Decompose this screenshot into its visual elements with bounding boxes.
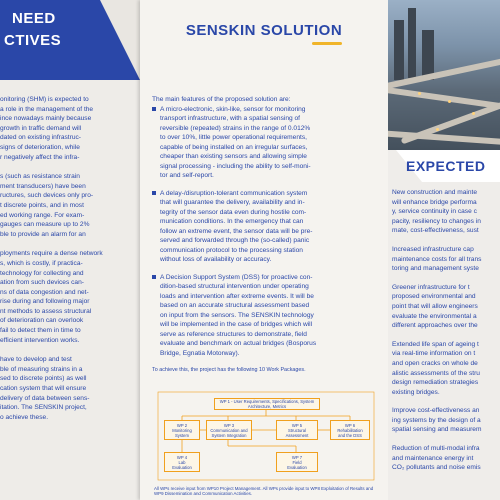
text-line: fail to detect them in time to xyxy=(0,327,81,335)
text-line: t discrete points, and in most xyxy=(0,201,84,209)
left-text-blocks xyxy=(0,95,138,432)
text-line: and maintenance energy int xyxy=(392,454,474,462)
text-line: different approaches over the xyxy=(392,322,478,330)
wp6-box: WP 6 Rehabilitation and the DSS xyxy=(330,420,370,440)
text-line: point that will allow engineers xyxy=(392,302,478,310)
text-line: tor and self-report. xyxy=(160,172,214,179)
text-line: ployments require a dense network xyxy=(0,250,103,258)
left-paragraph xyxy=(0,249,138,345)
left-title-line2: CTIVES xyxy=(4,32,62,49)
left-paragraph xyxy=(0,355,138,422)
feature-bullet xyxy=(152,273,378,359)
text-line: maintenance costs for all trans xyxy=(392,255,482,263)
text-line: r negatively affect the infra- xyxy=(0,153,80,161)
text-line: will be implemented in the case of bridges which will xyxy=(160,321,313,328)
text-line: and open cracks on whole de xyxy=(392,359,478,367)
text-line: Reduction of multi-modal infra xyxy=(392,445,480,453)
expected-text-blocks xyxy=(392,188,500,482)
work-package-footnote: All WPs receive input from WP10 Project Management. All WPs provide input to WP8 Exploitation of Results and WP9 Dissemination and Communication Activities. xyxy=(154,486,374,497)
text-line: Increased infrastructure cap xyxy=(392,245,474,253)
text-line: cation system that will ensure xyxy=(0,385,87,393)
text-line: Greener infrastructure for t xyxy=(392,283,470,291)
text-line: on input from the sensors. The SENSKIN technology xyxy=(160,311,314,319)
text-line: evaluate the environmental a xyxy=(392,312,477,320)
text-line: of deterioration can overlook xyxy=(0,317,84,325)
text-line: follow an extreme event, the sensor data will be pre- xyxy=(160,227,313,235)
text-line: toring and management syste xyxy=(392,265,479,273)
text-line: efficient intervention works. xyxy=(0,336,80,344)
text-line: signal processing - including the ability to self-moni- xyxy=(160,162,311,170)
text-line: loads and intervention after extreme events. It will be xyxy=(160,292,314,300)
text-line: dated on existing infrastruc- xyxy=(0,134,81,142)
text-line: A delay-/disruption-tolerant communication system xyxy=(160,189,308,197)
text-line: delivery of data between sens- xyxy=(0,394,90,402)
text-line: ed working range. For exam- xyxy=(0,211,85,219)
left-paragraph xyxy=(0,95,138,162)
text-line: will enhance bridge performa xyxy=(392,198,477,206)
text-line: tegrity of the sensor data even during hostile com- xyxy=(160,208,307,216)
solution-body xyxy=(152,95,378,380)
work-packages-intro: To achieve this, the project has the following 10 Work Packages. xyxy=(152,367,306,373)
text-line: pacity, resiliency to changes in xyxy=(392,217,481,225)
text-line: mate, cost-effectiveness, sust xyxy=(392,227,479,235)
text-line: alistic assessments of the stru xyxy=(392,369,480,377)
wp2-box: WP 2 Monitoring System xyxy=(164,420,200,440)
solution-intro: The main features of the proposed solution are: xyxy=(152,96,291,103)
wp3-box: WP 3 Communication and System Integration xyxy=(206,420,252,440)
feature-bullet xyxy=(152,189,378,265)
text-line: to over 10%, little power operational requirements, xyxy=(160,134,307,141)
text-line: reversible (repeated) strains in the range of 0.012% xyxy=(160,124,311,132)
text-line: rise during and following major xyxy=(0,298,90,306)
wp7-box: WP 7 Field Evaluation xyxy=(276,452,318,472)
text-line: evaluate and benchmark on actual bridges (Bosporus xyxy=(160,340,317,347)
text-line: technology for collecting and xyxy=(0,269,84,277)
wp1-box: WP 1 - User Requirements, Specifications, System Architecture, Metrics xyxy=(214,398,320,410)
feature-bullet-list xyxy=(152,105,378,359)
text-line: A Decision Support System (DSS) for proactive con- xyxy=(160,273,313,281)
text-line: munication conditions. In the emergency that can xyxy=(160,218,304,225)
bullet-square-icon xyxy=(152,107,156,111)
text-line: cheaper than existing sensors and allowing simple xyxy=(160,153,307,160)
text-line: via real-time information on t xyxy=(392,350,476,358)
text-line: ructures, such devices only pro- xyxy=(0,192,94,200)
senskin-solution-title: SENSKIN SOLUTION xyxy=(185,22,343,39)
text-line: ing systems by the design of a xyxy=(392,416,481,424)
expected-paragraph xyxy=(392,444,500,473)
text-line: Extended life span of ageing t xyxy=(392,340,479,348)
expected-paragraph xyxy=(392,340,500,398)
text-line: capable of being installed on an irregular surfaces, xyxy=(160,143,308,151)
text-line: onitoring (SHM) is expected to xyxy=(0,96,89,103)
text-line: served and forwarded through the (so-called) panic xyxy=(160,237,310,244)
expected-paragraph xyxy=(392,245,500,274)
text-line: without loss of availability or accuracy. xyxy=(160,256,272,263)
left-paragraph xyxy=(0,172,138,239)
expected-paragraph xyxy=(392,283,500,331)
text-line: communication protocol to the processing station xyxy=(160,246,303,254)
wp5-box: WP 5 Structural Assessment xyxy=(276,420,318,440)
text-line: signs of deterioration, while xyxy=(0,143,80,151)
left-panel xyxy=(0,0,140,500)
text-line: design remediation strategies xyxy=(392,379,479,387)
text-line: ns of data congestion and net- xyxy=(0,288,89,296)
bullet-square-icon xyxy=(152,275,156,279)
text-line: nt methods to assess structural xyxy=(0,307,92,315)
text-line: gauges can measure up to 2% xyxy=(0,221,90,229)
text-line: ble of measuring strains in a xyxy=(0,365,83,373)
text-line: Bridge, Egnatia Motorway). xyxy=(160,349,240,357)
text-line: spatial sensing and measurem xyxy=(392,426,482,434)
left-section-title xyxy=(0,8,61,52)
bullet-square-icon xyxy=(152,191,156,195)
text-line: existing bridges. xyxy=(392,388,440,396)
right-panel xyxy=(388,0,500,500)
text-line: dition-based structural intervention under operating xyxy=(160,283,309,290)
text-line: s, which is costly, if practica- xyxy=(0,259,83,267)
text-line: s (such as resistance strain xyxy=(0,173,80,181)
left-title-line1: NEED xyxy=(12,10,56,27)
text-line: that will guarantee the delivery, availability and in- xyxy=(160,199,305,206)
text-line: sed to discrete points) as well xyxy=(0,375,87,383)
highway-interchange-photo xyxy=(388,0,500,150)
expected-paragraph xyxy=(392,188,500,236)
text-line: proposed environmental and xyxy=(392,293,476,301)
title-accent-underline xyxy=(312,42,342,45)
wp4-box: WP 4 Lab Evaluation xyxy=(164,452,200,472)
middle-panel xyxy=(140,0,388,500)
text-line: itation. The SENSKIN project, xyxy=(0,404,87,412)
text-line: CO₂ pollutants and noise emis xyxy=(392,464,481,472)
text-line: growth in traffic demand will xyxy=(0,124,82,132)
feature-bullet xyxy=(152,105,378,181)
text-line: A micro-electronic, skin-like, sensor for monitoring xyxy=(160,105,306,113)
expected-paragraph xyxy=(392,406,500,435)
text-line: New construction and mainte xyxy=(392,189,478,196)
text-line: y, service continuity in case c xyxy=(392,208,477,216)
work-package-diagram xyxy=(156,390,376,482)
text-line: transport infrastructure, with a spatial sensing of xyxy=(160,115,301,122)
text-line: serve as reference structures to demonstrate, field xyxy=(160,330,307,338)
text-line: a role in the management of the xyxy=(0,105,94,113)
text-line: ment transducers) have been xyxy=(0,182,86,190)
text-line: based on an accurate structural assessment based xyxy=(160,302,310,309)
expected-title: EXPECTED xyxy=(406,158,486,174)
text-line: Improve cost-effectiveness an xyxy=(392,407,480,415)
text-line: ble to provide an alarm for an xyxy=(0,230,86,238)
text-line: ation from such devices can- xyxy=(0,279,84,287)
text-line: o achieve these. xyxy=(0,413,49,421)
text-line: ince nowadays mainly because xyxy=(0,115,92,123)
text-line: have to develop and test xyxy=(0,356,72,364)
